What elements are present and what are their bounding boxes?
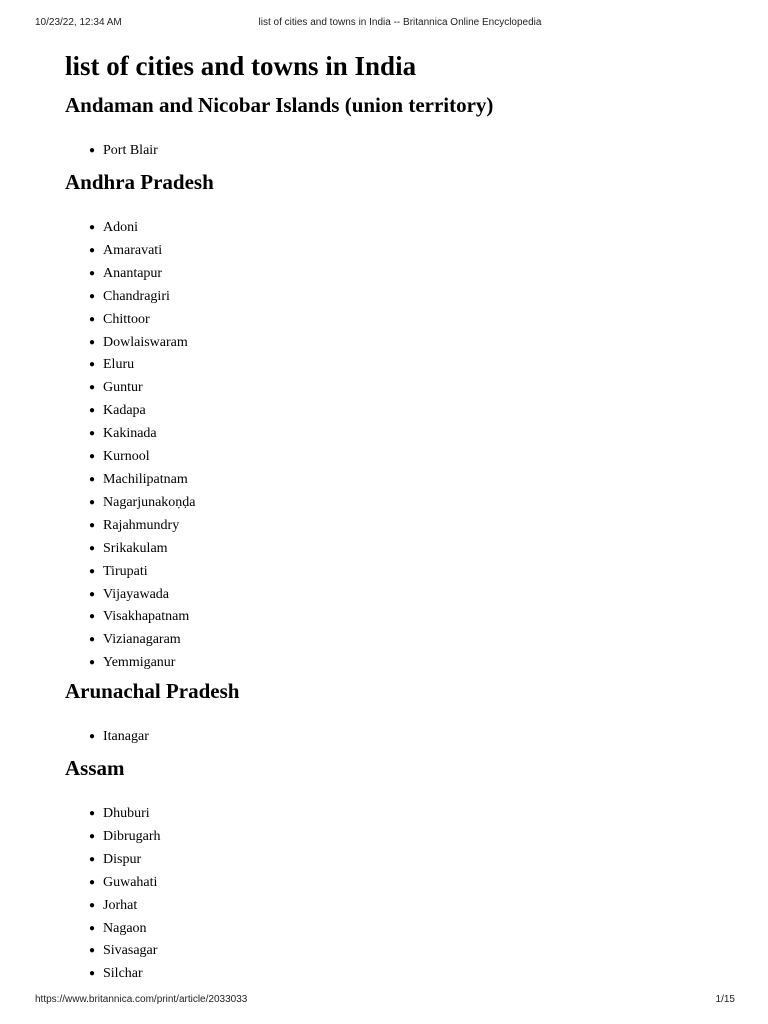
section-heading: Andhra Pradesh [65, 170, 214, 194]
city-name: Kurnool [103, 449, 150, 465]
bullet-icon: ● [89, 359, 96, 371]
bullet-icon: ● [89, 382, 96, 394]
section-heading: Andaman and Nicobar Islands (union territory) [65, 93, 494, 117]
list-item [89, 629, 214, 652]
list-item [89, 217, 214, 240]
bullet-icon: ● [89, 405, 96, 417]
bullet-icon: ● [89, 945, 96, 957]
city-name: Port Blair [103, 143, 158, 158]
city-list [65, 803, 161, 986]
section-arunachal-pradesh [65, 677, 239, 749]
section-heading: Assam [65, 756, 125, 780]
list-item [89, 606, 214, 629]
list-item [89, 726, 239, 749]
list-item [89, 492, 214, 515]
city-name: Machilipatnam [103, 471, 188, 487]
bullet-icon: ● [89, 519, 96, 531]
section-heading: Arunachal Pradesh [65, 679, 240, 703]
bullet-icon: ● [89, 565, 96, 577]
city-name: Eluru [103, 357, 135, 373]
list-item [89, 940, 161, 963]
list-item [89, 803, 161, 826]
city-name: Vijayawada [103, 586, 170, 602]
bullet-icon: ● [89, 968, 96, 980]
page-title: list of cities and towns in India [65, 51, 417, 81]
city-name: Amaravati [103, 242, 163, 258]
print-doc-title: list of cities and towns in India -- Britannica Online Encyclopedia [258, 17, 542, 28]
city-name: Sivasagar [103, 943, 158, 959]
bullet-icon: ● [89, 222, 96, 233]
bullet-icon: ● [89, 808, 96, 819]
city-name: Rajahmundry [103, 517, 180, 533]
bullet-icon: ● [89, 922, 96, 934]
city-list [65, 726, 239, 749]
bullet-icon: ● [89, 853, 96, 865]
city-name: Dibrugarh [103, 828, 161, 844]
city-name: Itanagar [103, 729, 149, 744]
list-item [89, 354, 214, 377]
city-name: Jorhat [103, 897, 138, 913]
list-item [89, 377, 214, 400]
list-item [89, 561, 214, 584]
bullet-icon: ● [89, 876, 96, 888]
city-name: Tirupati [103, 563, 148, 579]
bullet-icon: ● [89, 244, 96, 256]
list-item [89, 895, 161, 918]
city-name: Guntur [103, 380, 143, 396]
article-content [65, 47, 705, 982]
list-item [89, 538, 214, 561]
city-name: Adoni [103, 220, 138, 235]
bullet-icon: ● [89, 336, 96, 348]
list-item [89, 140, 493, 163]
city-name: Dhuburi [103, 806, 150, 821]
bullet-icon: ● [89, 542, 96, 554]
city-name: Silchar [103, 966, 143, 982]
list-item [89, 400, 214, 423]
city-name: Vizianagaram [103, 632, 181, 648]
bullet-icon: ● [89, 313, 96, 325]
bullet-icon: ● [89, 267, 96, 279]
list-item [89, 286, 214, 309]
list-item [89, 963, 161, 986]
bullet-icon: ● [89, 145, 96, 156]
bullet-icon: ● [89, 830, 96, 842]
section-andhra-pradesh [65, 168, 214, 675]
list-item [89, 469, 214, 492]
bullet-icon: ● [89, 634, 96, 646]
bullet-icon: ● [89, 496, 96, 508]
city-name: Kakinada [103, 426, 157, 442]
list-item [89, 584, 214, 607]
city-name: Nagarjunakoṇḍa [103, 494, 196, 510]
bullet-icon: ● [89, 290, 96, 302]
bullet-icon: ● [89, 657, 96, 669]
bullet-icon: ● [89, 451, 96, 463]
city-name: Nagaon [103, 920, 147, 936]
page-number: 1/15 [715, 994, 735, 1005]
list-item [89, 423, 214, 446]
list-item [89, 309, 214, 332]
city-name: Kadapa [103, 403, 146, 419]
list-item [89, 332, 214, 355]
list-item [89, 849, 161, 872]
bullet-icon: ● [89, 611, 96, 623]
city-name: Dowlaiswaram [103, 334, 188, 350]
city-list [65, 217, 214, 675]
city-name: Yemmiganur [103, 655, 176, 671]
city-name: Anantapur [103, 265, 163, 281]
bullet-icon: ● [89, 899, 96, 911]
list-item [89, 446, 214, 469]
city-name: Chittoor [103, 311, 150, 327]
print-url: https://www.britannica.com/print/article/2033033 [35, 994, 248, 1005]
bullet-icon: ● [89, 473, 96, 485]
city-list [65, 140, 493, 163]
city-name: Chandragiri [103, 288, 170, 304]
city-name: Dispur [103, 851, 142, 867]
bullet-icon: ● [89, 428, 96, 440]
list-item [89, 263, 214, 286]
print-datetime: 10/23/22, 12:34 AM [35, 17, 122, 28]
bullet-icon: ● [89, 588, 96, 600]
list-item [89, 652, 214, 675]
list-item [89, 872, 161, 895]
list-item [89, 515, 214, 538]
city-name: Guwahati [103, 874, 158, 890]
city-name: Srikakulam [103, 540, 168, 556]
list-item [89, 918, 161, 941]
list-item [89, 240, 214, 263]
city-name: Visakhapatnam [103, 609, 190, 625]
section-andaman-nicobar [65, 91, 493, 163]
list-item [89, 826, 161, 849]
section-assam [65, 754, 161, 986]
bullet-icon: ● [89, 731, 96, 742]
